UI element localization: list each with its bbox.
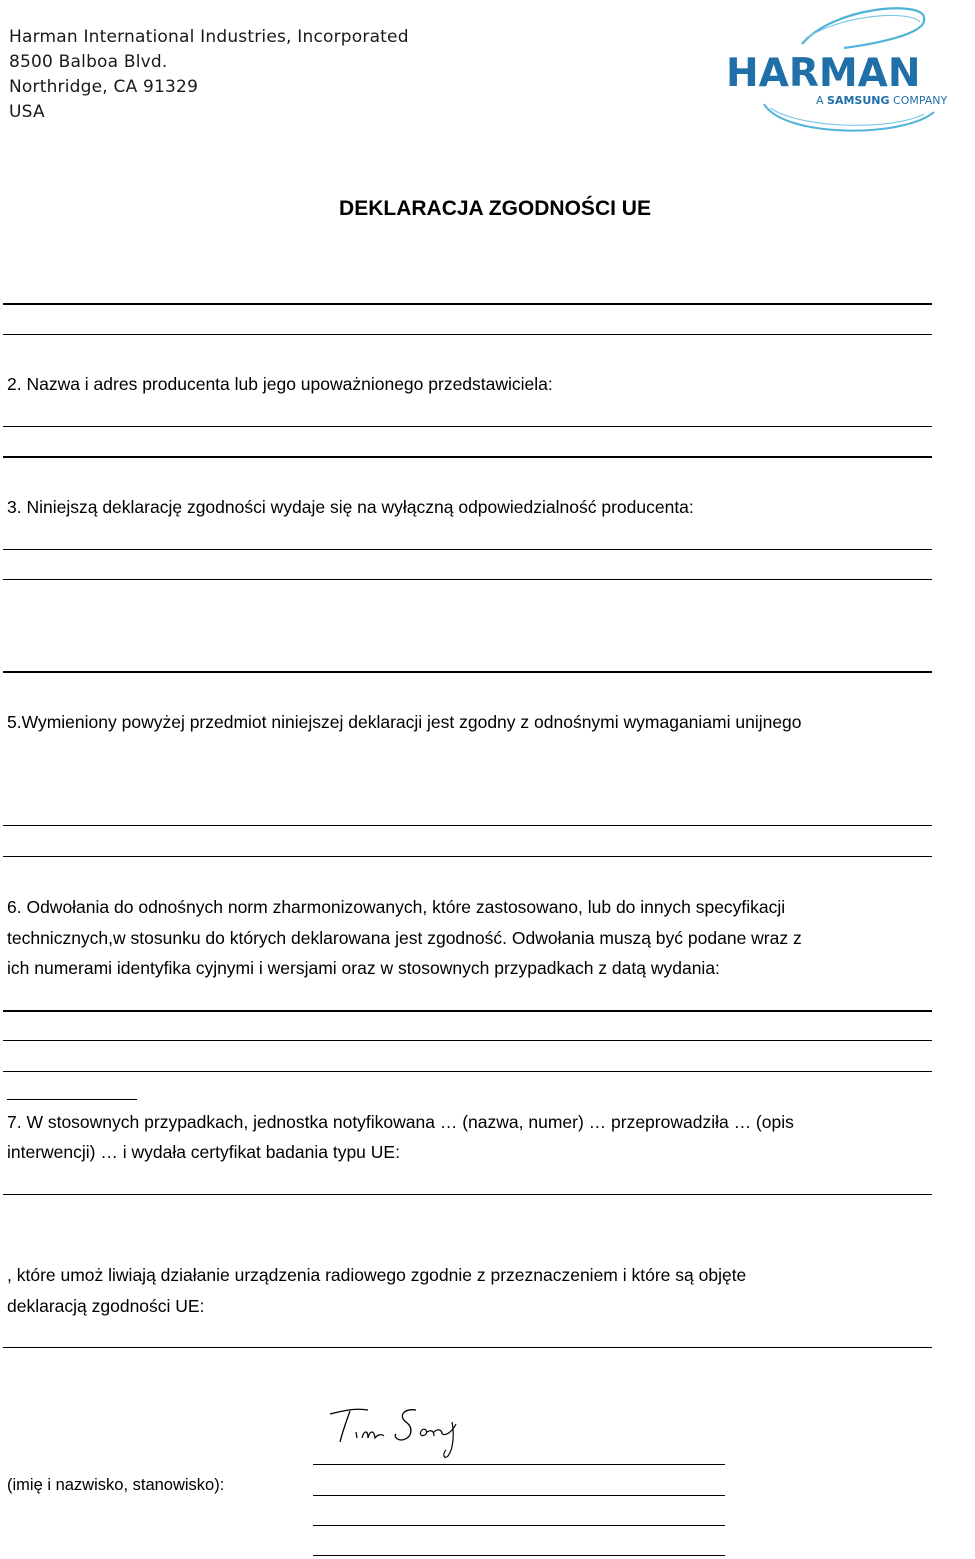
handwritten-signature bbox=[326, 1400, 466, 1462]
section-8-text-line2: deklaracją zgodności UE: bbox=[7, 1296, 205, 1316]
logo-swoosh-top bbox=[802, 8, 924, 48]
section-6-text-line1: 6. Odwołania do odnośnych norm zharmonizowanych, które zastosowano, lub do innych specyfikacji bbox=[7, 897, 786, 917]
fill-line bbox=[3, 426, 932, 427]
address-line-city: Northridge, CA 91329 bbox=[9, 77, 199, 97]
signature-label: (imię i nazwisko, stanowisko): bbox=[7, 1476, 225, 1494]
fill-line bbox=[3, 1194, 932, 1195]
section-6-text-line3: ich numerami identyfika cyjnymi i wersjami oraz w stosownych przypadkach z datą wydania: bbox=[7, 958, 720, 978]
harman-logo bbox=[724, 4, 972, 136]
logo-tagline: A SAMSUNG COMPANY bbox=[816, 94, 948, 107]
section-7-text-line2: interwencji) … i wydała certyfikat badania typu UE: bbox=[7, 1142, 400, 1162]
section-5-text: 5.Wymieniony powyżej przedmiot niniejszej deklaracji jest zgodny z odnośnymi wymaganiami unijnego bbox=[7, 712, 802, 732]
signature-line bbox=[313, 1555, 725, 1556]
footnote-separator bbox=[7, 1099, 137, 1100]
signature-line bbox=[313, 1525, 725, 1526]
address-line-street: 8500 Balboa Blvd. bbox=[9, 52, 168, 72]
fill-line bbox=[3, 671, 932, 673]
fill-line bbox=[3, 1071, 932, 1072]
section-8-text-line1: , które umoż liwiają działanie urządzenia radiowego zgodnie z przeznaczeniem i które są objęte bbox=[7, 1265, 747, 1285]
fill-line bbox=[3, 856, 932, 857]
fill-line bbox=[3, 825, 932, 826]
fill-line bbox=[3, 1347, 932, 1348]
address-line-company: Harman International Industries, Incorporated bbox=[9, 27, 409, 47]
fill-line bbox=[3, 334, 932, 335]
fill-line bbox=[3, 549, 932, 550]
section-6-text-line2: technicznych,w stosunku do których deklarowana jest zgodność. Odwołania muszą być podane wraz z bbox=[7, 928, 802, 948]
signature-line bbox=[313, 1464, 725, 1465]
signature-line bbox=[313, 1495, 725, 1496]
fill-line bbox=[3, 1040, 932, 1041]
section-2-text: 2. Nazwa i adres producenta lub jego upoważnionego przedstawiciela: bbox=[7, 374, 553, 394]
address-line-country: USA bbox=[9, 102, 45, 122]
fill-line bbox=[3, 303, 932, 305]
section-7-text-line1: 7. W stosownych przypadkach, jednostka notyfikowana … (nazwa, numer) … przeprowadziła … (opis bbox=[7, 1112, 794, 1132]
fill-line bbox=[3, 1010, 932, 1012]
logo-wordmark: HARMAN bbox=[726, 51, 921, 96]
fill-line bbox=[3, 456, 932, 458]
fill-line bbox=[3, 579, 932, 580]
logo-swoosh-bottom bbox=[764, 104, 934, 131]
document-title: DEKLARACJA ZGODNOŚCI UE bbox=[339, 197, 651, 220]
section-3-text: 3. Niniejszą deklarację zgodności wydaje się na wyłączną odpowiedzialność producenta: bbox=[7, 497, 694, 517]
